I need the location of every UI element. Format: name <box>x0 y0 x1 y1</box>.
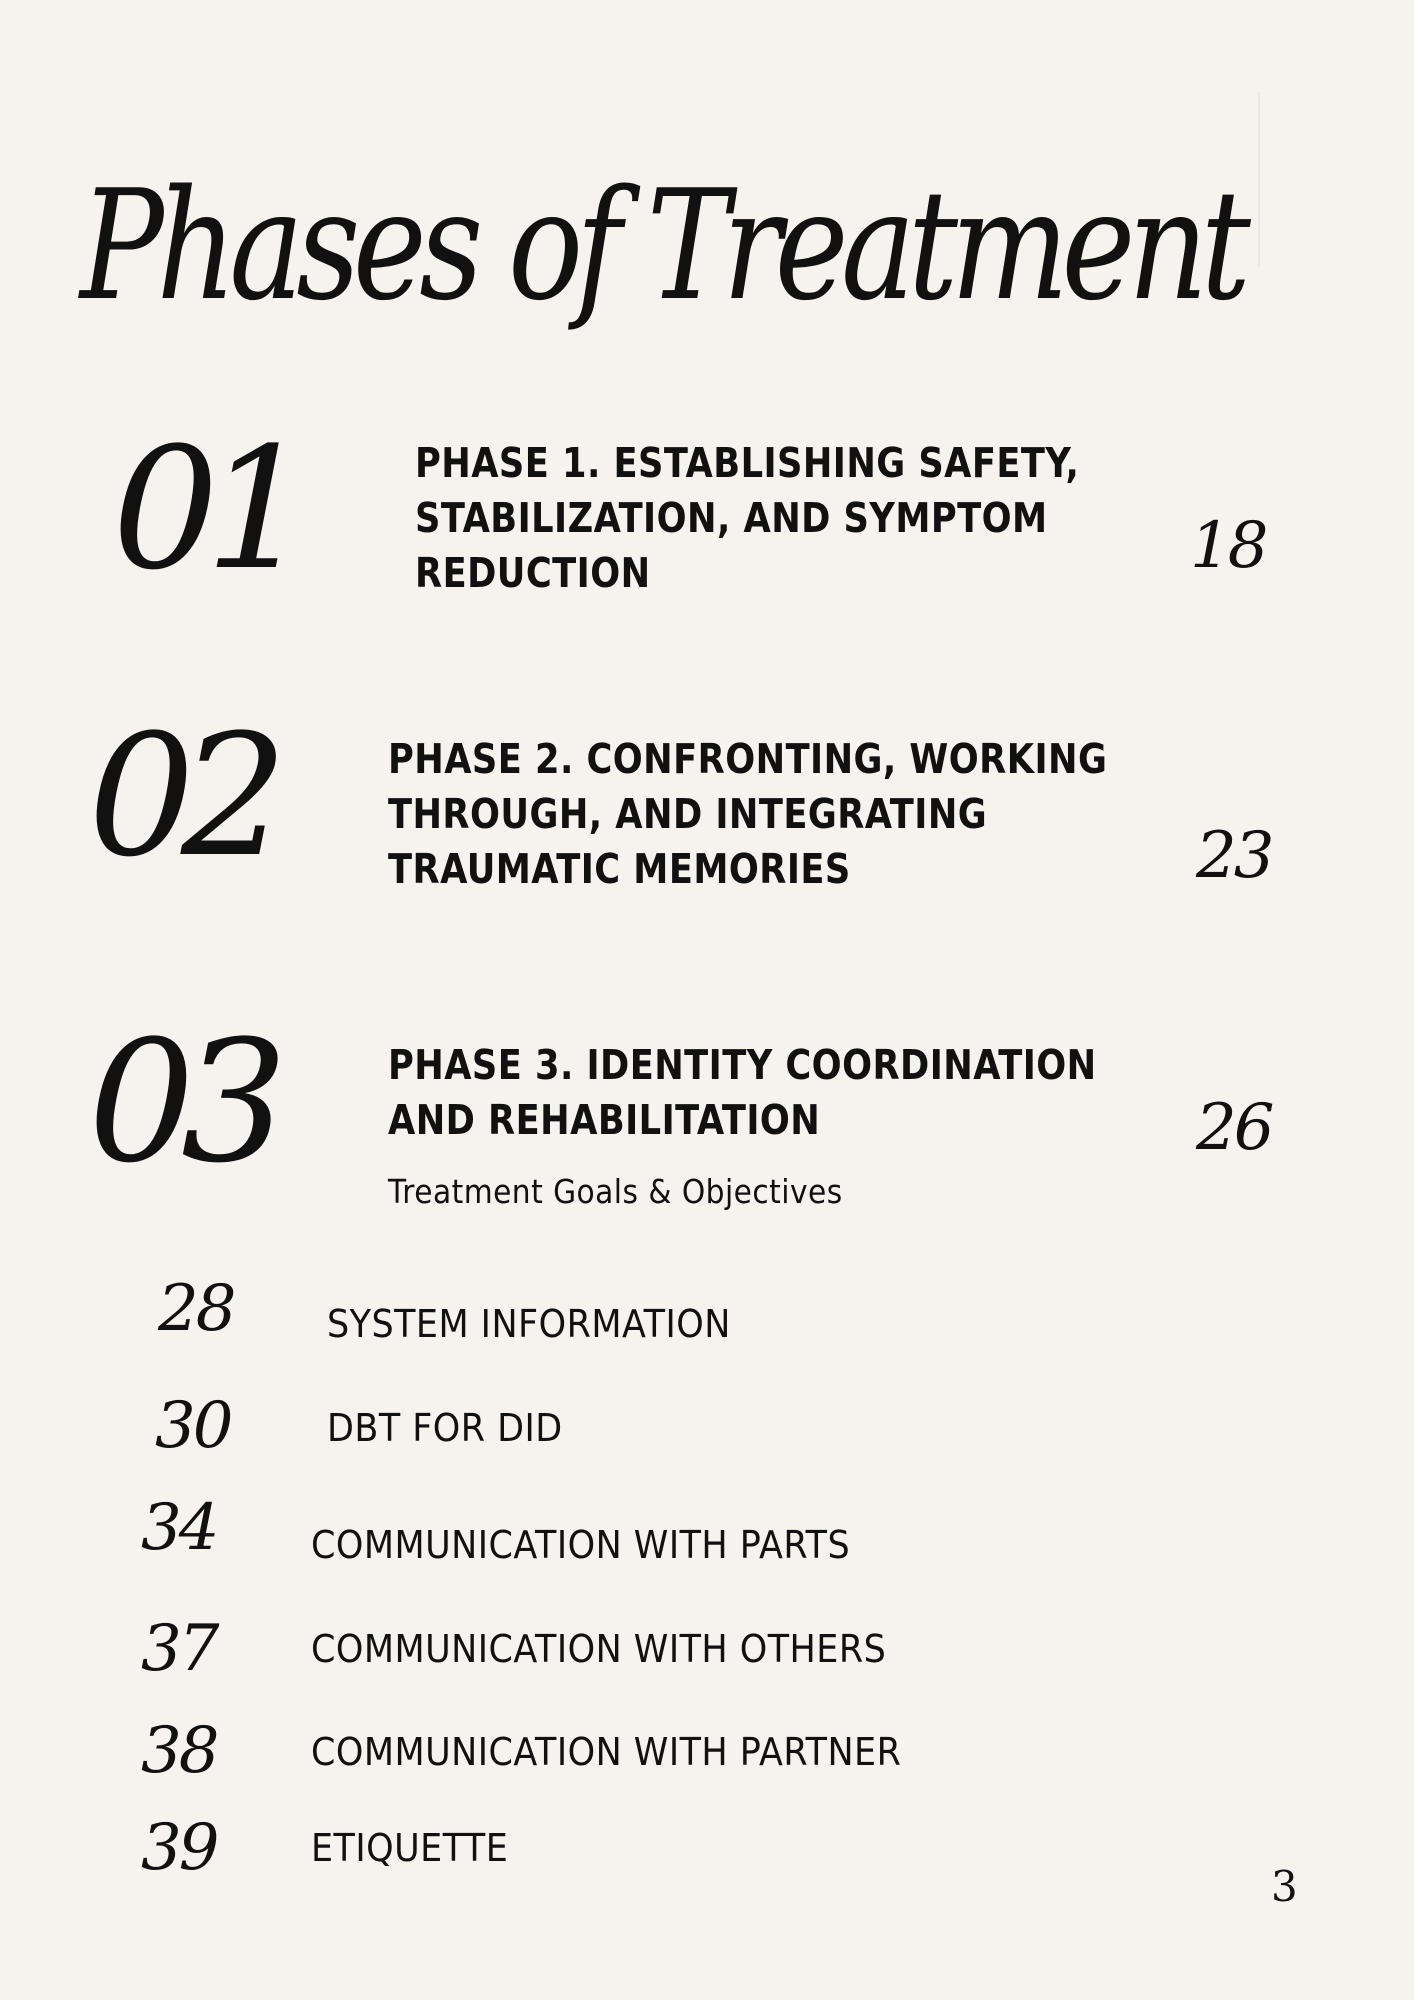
phase-2-title-line: PHASE 2. CONFRONTING, WORKING <box>388 735 1108 783</box>
vertical-divider <box>1258 92 1260 267</box>
item-page-number[interactable]: 30 <box>155 1389 231 1463</box>
item-page-number[interactable]: 39 <box>141 1811 217 1885</box>
list-item-label[interactable]: DBT FOR DID <box>327 1406 563 1450</box>
list-item-label[interactable]: SYSTEM INFORMATION <box>327 1302 731 1346</box>
phase-1-title-line: STABILIZATION, AND SYMPTOM <box>415 494 1048 542</box>
phase-1-title[interactable] <box>415 436 1079 601</box>
item-page-number[interactable]: 28 <box>158 1272 234 1346</box>
phase-2-title-line: TRAUMATIC MEMORIES <box>388 845 851 893</box>
phase-3-title-line: AND REHABILITATION <box>388 1096 821 1144</box>
phase-2-number: 02 <box>88 698 274 894</box>
list-item-label[interactable]: COMMUNICATION WITH OTHERS <box>311 1627 887 1671</box>
list-item-label[interactable]: COMMUNICATION WITH PARTNER <box>311 1730 902 1774</box>
page-number: 3 <box>1271 1862 1298 1911</box>
phase-3-page[interactable]: 26 <box>1196 1091 1272 1165</box>
item-page-number[interactable]: 34 <box>141 1491 217 1565</box>
phase-3-subtitle: Treatment Goals & Objectives <box>388 1172 843 1211</box>
phase-1-title-line: PHASE 1. ESTABLISHING SAFETY, <box>415 439 1080 487</box>
item-page-number[interactable]: 38 <box>141 1714 217 1788</box>
phase-2-page[interactable]: 23 <box>1196 819 1272 893</box>
phase-3-title[interactable] <box>388 1038 1097 1148</box>
phase-1-number: 01 <box>112 411 298 607</box>
phase-2-title-line: THROUGH, AND INTEGRATING <box>388 790 988 838</box>
item-page-number[interactable]: 37 <box>141 1612 217 1686</box>
phase-3-title-line: PHASE 3. IDENTITY COORDINATION <box>388 1041 1097 1089</box>
phase-1-page[interactable]: 18 <box>1190 509 1266 583</box>
page-title: Phases of Treatment <box>80 157 1244 334</box>
list-item-label[interactable]: COMMUNICATION WITH PARTS <box>311 1523 851 1567</box>
phase-1-title-line: REDUCTION <box>415 549 651 597</box>
list-item-label[interactable]: ETIQUETTE <box>311 1826 509 1870</box>
phase-2-title[interactable] <box>388 732 1107 897</box>
phase-3-number: 03 <box>88 1004 274 1200</box>
